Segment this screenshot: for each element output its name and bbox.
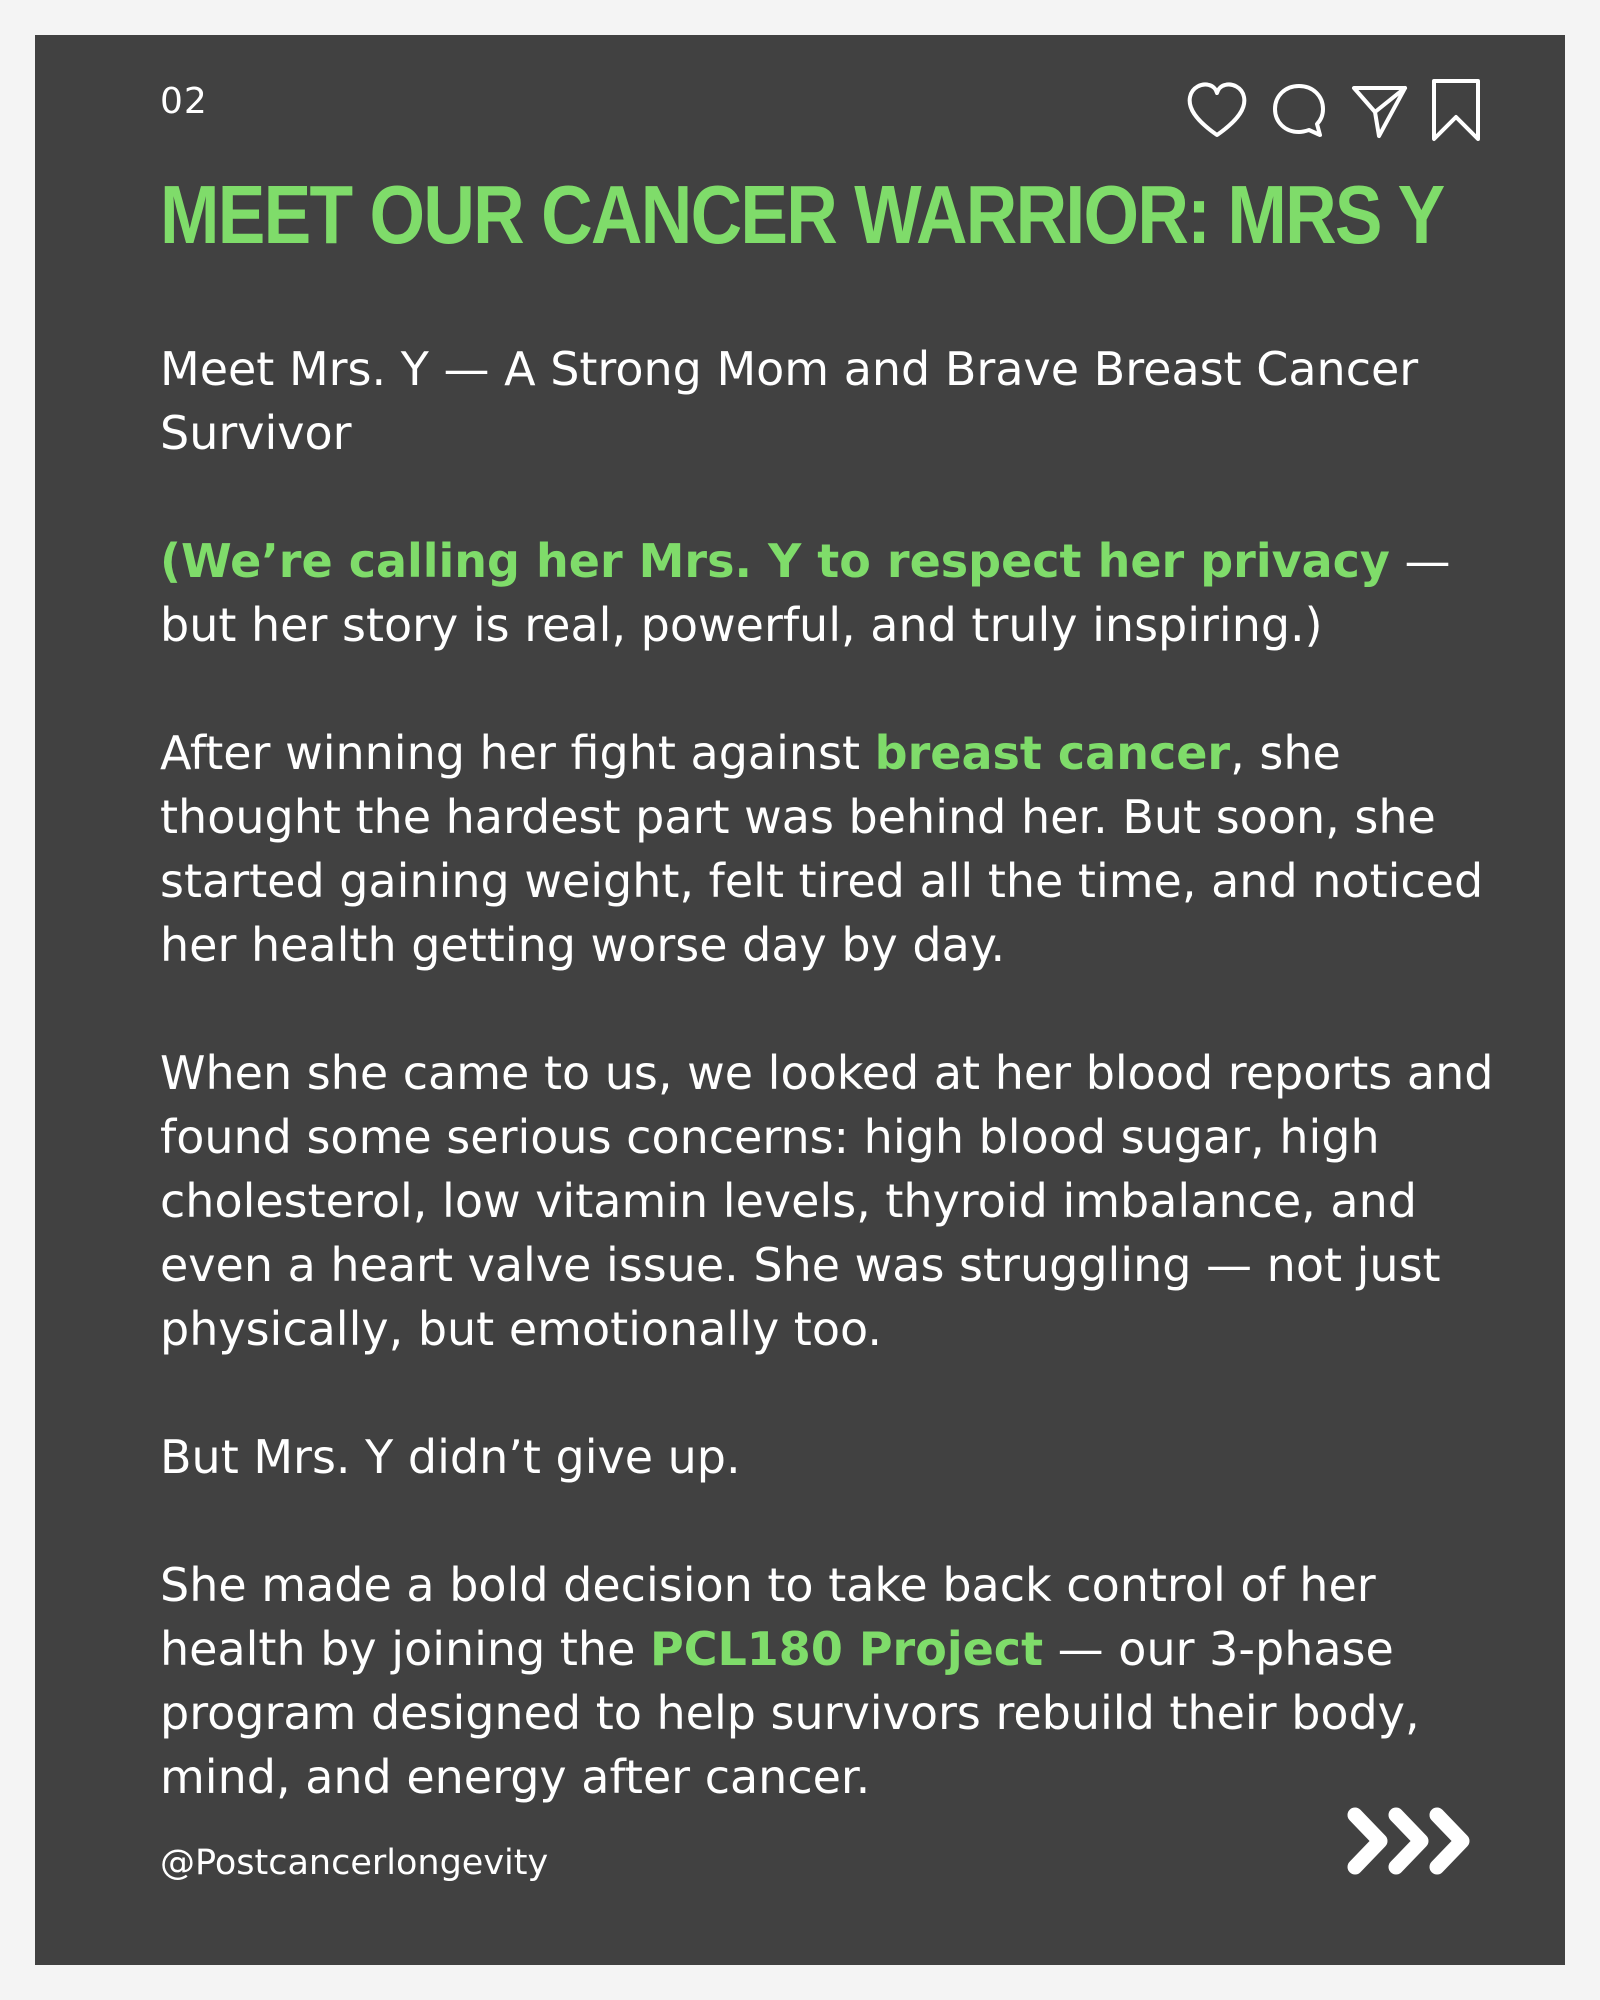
decision-pre: She made a bold decision to take back control of her health by joining the bbox=[160, 1558, 1376, 1676]
heart-icon[interactable] bbox=[1184, 79, 1250, 141]
fight-post: , she thought the hardest part was behind her. But soon, she started gaining weight, felt tired all the time, and noticed her health getting worse day by day. bbox=[160, 726, 1484, 972]
page-number: 02 bbox=[160, 81, 208, 122]
post-card bbox=[35, 35, 1565, 1965]
fight-pre: After winning her fight against bbox=[160, 726, 875, 780]
intro-paragraph: Meet Mrs. Y — A Strong Mom and Brave Breast Cancer Survivor bbox=[160, 342, 1419, 460]
privacy-rest: — but her story is real, powerful, and truly inspiring.) bbox=[160, 534, 1451, 652]
paper-plane-icon[interactable] bbox=[1348, 79, 1410, 141]
post-actions bbox=[1184, 77, 1484, 143]
page-title: MEET OUR CANCER WARRIOR: MRS Y bbox=[160, 168, 1444, 261]
triple-chevron-right-icon[interactable] bbox=[1343, 1801, 1477, 1881]
decision-paragraph bbox=[160, 1553, 1505, 1809]
concerns-paragraph: When she came to us, we looked at her blood reports and found some serious concerns: high blood sugar, high cholesterol, low vitamin levels, thyroid imbalance, and even a heart valve issue. She was struggling — not just physically, but emotionally too. bbox=[160, 1046, 1494, 1356]
fight-highlight: breast cancer bbox=[874, 726, 1231, 780]
story-body bbox=[160, 337, 1505, 1873]
decision-highlight: PCL180 Project bbox=[650, 1622, 1044, 1676]
comment-bubble-icon[interactable] bbox=[1268, 79, 1330, 141]
bookmark-icon[interactable] bbox=[1428, 77, 1484, 143]
resolve-paragraph: But Mrs. Y didn’t give up. bbox=[160, 1430, 741, 1484]
account-handle: @Postcancerlongevity bbox=[160, 1843, 549, 1883]
privacy-paragraph bbox=[160, 529, 1505, 657]
decision-post: — our 3-phase program designed to help survivors rebuild their body, mind, and energy after cancer. bbox=[160, 1622, 1420, 1804]
fight-paragraph bbox=[160, 721, 1505, 977]
privacy-highlight: (We’re calling her Mrs. Y to respect her privacy bbox=[160, 534, 1390, 588]
